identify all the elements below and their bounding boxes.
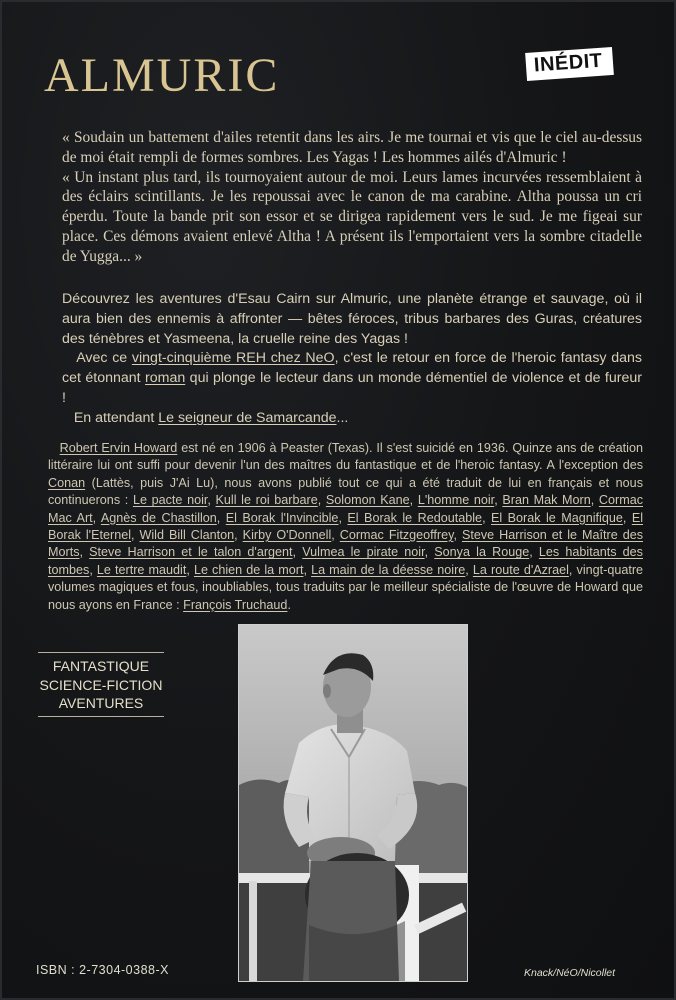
book-title-link: El Borak l'Invincible bbox=[225, 510, 339, 525]
book-title-link: Wild Bill Clanton bbox=[139, 528, 235, 543]
published-titles-list: Le pacte noir, Kull le roi barbare, Solomon Kane, L'homme noir, Bran Mak Morn, Cormac Mac Art, Agnès de Chastillon, El Borak l'Invincible, El Borak le Redoutable, El Borak le Magnifique, El Borak l'Eternel, Wild Bill Clanton, Kirby O'Donnell, Cormac Fitzgeoffrey, Steve Harrison et le Maître des Morts, Steve Harrison et le talon d'argent, Vulmea le pirate noir, Sonya la Rouge, Les habitants des tombes, Le tertre maudit, Le chien de la mort, La main de la déesse noire, La route d'Azrael bbox=[48, 493, 644, 577]
book-title-link: Agnès de Chastillon bbox=[100, 510, 217, 525]
blurb-text: ... bbox=[336, 409, 349, 426]
blurb bbox=[62, 290, 642, 429]
blurb-text: En attendant bbox=[73, 409, 159, 426]
quote-paragraph-2: « Un instant plus tard, ils tournoyaient autour de moi. Leurs lames incurvées ressemblaient à des éclairs scintillants. Je les repoussai avec le canon de ma carabine. Altha poussa un cri éperdu. Toute la bande prit son essor et se dirigea rapidement vers le sud. Je me figeai sur place. Ces démons avaient enlevé Altha ! A présent ils l'emportaient vers la sombre citadelle de Yugga... » bbox=[62, 168, 642, 265]
author-bio bbox=[48, 440, 643, 614]
book-title-link: El Borak l'Eternel bbox=[48, 510, 644, 543]
unpublished-badge: INÉDIT bbox=[525, 47, 613, 81]
publisher-credit: Knack/NéO/Nicollet bbox=[524, 967, 616, 979]
book-title-link: Vulmea le pirate noir bbox=[302, 545, 425, 560]
book-title-link: El Borak le Magnifique bbox=[491, 510, 623, 525]
book-title-link: Le chien de la mort bbox=[193, 562, 304, 577]
conan-title: Conan bbox=[48, 475, 86, 490]
genre-label: AVENTURES bbox=[58, 695, 144, 711]
author-portrait-image bbox=[239, 625, 467, 981]
blurb-text: Avec ce bbox=[76, 350, 132, 367]
book-title-link: La main de la déesse noire bbox=[311, 562, 466, 577]
book-title: ALMURIC bbox=[44, 49, 280, 102]
book-title-link: Steve Harrison et le Maître des Morts bbox=[48, 528, 644, 560]
bio-text: (Lattès, puis J'Ai Lu), nous avons publié tout ce qui a été traduit de lui en français et nous continuerons : bbox=[48, 475, 643, 508]
isbn: ISBN : 2-7304-0388-X bbox=[36, 963, 169, 977]
genre-box bbox=[38, 652, 164, 717]
book-title-link: Steve Harrison et le talon d'argent bbox=[89, 545, 293, 560]
author-photo bbox=[238, 624, 468, 982]
book-title-link: Bran Mak Morn bbox=[502, 493, 591, 508]
next-title: Le seigneur de Samarcande bbox=[158, 409, 337, 426]
bio-text: , vingt-quatre volumes magiques et fous, inoubliables, tous traduits par le meilleur spécialiste de l'œuvre de Howard que nous ayons en France : bbox=[48, 562, 644, 612]
bio-text: est né en 1906 à Peaster (Texas). Il s'est suicidé en 1936. Quinze ans de création littéraire lui ont suffi pour devenir l'un des maîtres du fantastique et de l'heroic fantasy. A l'exception des bbox=[48, 441, 643, 473]
blurb-paragraph-3 bbox=[62, 409, 642, 429]
book-title-link: Cormac Mac Art bbox=[48, 493, 643, 525]
novel-word: roman bbox=[145, 370, 186, 387]
translator-name: François Truchaud bbox=[183, 597, 288, 612]
quote-paragraph-1: « Soudain un battement d'ailes retentit dans les airs. Je me tournai et vis que le ciel au-dessus de moi était rempli de formes sombres. Les Yagas ! Les hommes ailés d'Almuric ! bbox=[62, 129, 642, 166]
book-title-link: Le tertre maudit bbox=[96, 562, 187, 577]
blurb-paragraph-1: Découvrez les aventures d'Esau Cairn sur Almuric, une planète étrange et sauvage, où il aura bien des ennemis à affronter — bêtes féroces, tribus barbares des Guras, créatures des ténèbres et Yasmeena, la cruelle reine des Yagas ! bbox=[62, 291, 642, 347]
book-title-link: Le pacte noir bbox=[132, 493, 208, 508]
book-title-link: L'homme noir bbox=[417, 493, 495, 508]
blurb-text: qui plonge le lecteur dans un monde démentiel de violence et de fureur ! bbox=[62, 370, 642, 406]
excerpt-quote bbox=[62, 128, 642, 267]
book-title-link: El Borak le Redoutable bbox=[347, 510, 483, 525]
book-title-link: Sonya la Rouge bbox=[434, 545, 530, 560]
genre-label: FANTASTIQUE bbox=[52, 658, 150, 674]
book-title-link: Kull le roi barbare bbox=[215, 493, 318, 508]
book-title-link: La route d'Azrael bbox=[472, 562, 569, 577]
book-title-link: Cormac Fitzgeoffrey bbox=[339, 528, 454, 543]
series-count-text: vingt-cinquième REH chez NeO bbox=[131, 350, 335, 367]
bio-text: . bbox=[287, 597, 291, 612]
book-title-link: Kirby O'Donnell bbox=[242, 528, 332, 543]
blurb-paragraph-2 bbox=[62, 349, 642, 408]
blurb-text: , c'est le retour en force de l'heroic fantasy dans cet étonnant bbox=[62, 350, 642, 387]
book-title-link: Les habitants des tombes bbox=[48, 545, 643, 577]
book-title-link: Solomon Kane bbox=[325, 493, 410, 508]
genre-label: SCIENCE-FICTION bbox=[39, 676, 163, 693]
author-name: Robert Ervin Howard bbox=[59, 441, 178, 455]
